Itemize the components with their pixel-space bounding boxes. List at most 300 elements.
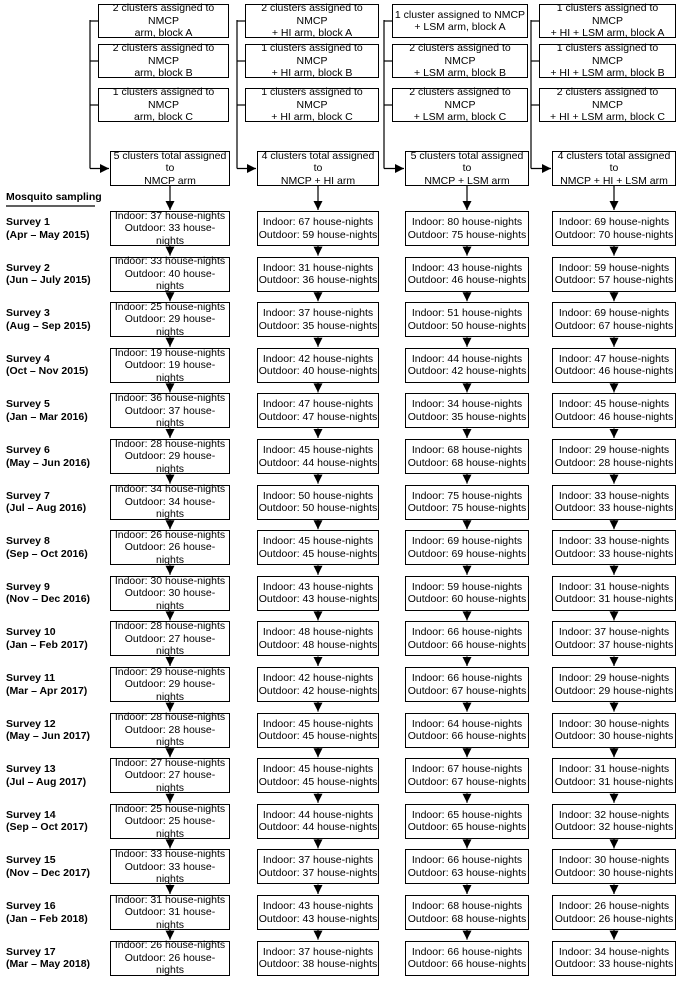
- indoor-count: Indoor: 37 house-nights: [262, 945, 374, 958]
- survey-7-arm-3-box: [405, 485, 529, 520]
- arm-2-block-b: 1 clusters assigned to NMCP + HI arm, block B: [245, 44, 379, 78]
- survey-arrowhead: [166, 338, 175, 347]
- indoor-count: Indoor: 45 house-nights: [262, 444, 374, 456]
- outdoor-count: Outdoor: 45 house-nights: [258, 730, 378, 743]
- outdoor-count: Outdoor: 67 house-nights: [407, 684, 527, 697]
- arm-4-block-b: 1 clusters assigned to NMCP + HI + LSM arm, block B: [539, 44, 676, 78]
- indoor-count: Indoor: 67 house-nights: [262, 216, 374, 228]
- survey-6-arm-4-box: [552, 439, 676, 474]
- indoor-count: Indoor: 31 house-nights: [558, 580, 670, 593]
- arm-3-total: 5 clusters total assigned to NMCP + LSM arm: [405, 151, 529, 186]
- total-to-survey-arrowhead: [166, 201, 175, 210]
- survey-15-arm-1-box: [110, 849, 230, 884]
- survey-1-arm-2-box: [257, 211, 379, 246]
- survey-13-arm-1-box: [110, 758, 230, 793]
- survey-9-label: Survey 9 (Nov – Dec 2016): [6, 580, 91, 606]
- indoor-count: Indoor: 30 house-nights: [114, 574, 226, 587]
- outdoor-count: Outdoor: 32 house-nights: [554, 821, 674, 834]
- indoor-count: Indoor: 43 house-nights: [262, 900, 374, 912]
- survey-12-arm-2-box: [257, 713, 379, 748]
- survey-arrowhead: [610, 611, 619, 620]
- survey-arrowhead: [463, 566, 472, 575]
- survey-arrowhead: [610, 383, 619, 392]
- survey-arrowhead: [610, 839, 619, 848]
- survey-arrowhead: [463, 429, 472, 438]
- outdoor-count: Outdoor: 33 house-nights: [124, 860, 216, 886]
- outdoor-count: Outdoor: 50 house-nights: [407, 319, 527, 332]
- survey-arrowhead: [610, 475, 619, 484]
- survey-13-arm-4-box: [552, 758, 676, 793]
- survey-17-arm-2-box: [257, 941, 379, 976]
- arm-3-block-a: 1 cluster assigned to NMCP + LSM arm, block A: [392, 4, 528, 38]
- outdoor-count: Outdoor: 26 house-nights: [124, 951, 216, 977]
- survey-arrowhead: [610, 247, 619, 256]
- survey-10-arm-2-box: [257, 621, 379, 656]
- survey-17-arm-3-box: [405, 941, 529, 976]
- survey-10-arm-4-box: [552, 621, 676, 656]
- indoor-count: Indoor: 59 house-nights: [411, 580, 523, 593]
- survey-15-arm-2-box: [257, 849, 379, 884]
- survey-3-arm-3-box: [405, 302, 529, 337]
- survey-2-arm-2-box: [257, 257, 379, 292]
- indoor-count: Indoor: 19 house-nights: [114, 346, 226, 359]
- survey-2-arm-1-box: [110, 257, 230, 292]
- outdoor-count: Outdoor: 40 house-nights: [258, 365, 378, 378]
- indoor-count: Indoor: 65 house-nights: [411, 808, 523, 821]
- survey-8-arm-2-box: [257, 530, 379, 565]
- arm-1-block-c: 1 clusters assigned to NMCP arm, block C: [98, 88, 229, 122]
- outdoor-count: Outdoor: 66 house-nights: [407, 958, 527, 971]
- survey-11-arm-2-box: [257, 667, 379, 702]
- indoor-count: Indoor: 47 house-nights: [558, 352, 670, 365]
- indoor-count: Indoor: 45 house-nights: [558, 398, 670, 411]
- indoor-count: Indoor: 69 house-nights: [411, 535, 523, 548]
- outdoor-count: Outdoor: 31 house-nights: [554, 775, 674, 788]
- survey-arrowhead: [314, 475, 323, 484]
- survey-arrowhead: [463, 475, 472, 484]
- survey-10-label: Survey 10 (Jan – Feb 2017): [6, 626, 88, 651]
- survey-12-arm-3-box: [405, 713, 529, 748]
- survey-arrowhead: [314, 383, 323, 392]
- indoor-count: Indoor: 36 house-nights: [114, 392, 226, 405]
- outdoor-count: Outdoor: 26 house-nights: [554, 912, 674, 925]
- survey-arrowhead: [166, 703, 175, 712]
- survey-arrowhead: [314, 703, 323, 712]
- survey-7-arm-2-box: [257, 485, 379, 520]
- survey-3-arm-4-box: [552, 302, 676, 337]
- bracket-arrowhead: [395, 164, 404, 173]
- survey-12-arm-1-box: [110, 713, 230, 748]
- survey-9-arm-2-box: [257, 576, 379, 611]
- survey-5-label: Survey 5 (Jan – Mar 2016): [6, 398, 88, 423]
- survey-arrowhead: [610, 429, 619, 438]
- indoor-count: Indoor: 45 house-nights: [262, 535, 374, 548]
- indoor-count: Indoor: 64 house-nights: [411, 717, 523, 730]
- survey-14-arm-1-box: [110, 804, 230, 839]
- outdoor-count: Outdoor: 66 house-nights: [407, 730, 527, 743]
- survey-arrowhead: [610, 703, 619, 712]
- survey-16-label: Survey 16 (Jan – Feb 2018): [6, 900, 88, 925]
- survey-arrowhead: [463, 247, 472, 256]
- outdoor-count: Outdoor: 33 house-nights: [554, 502, 674, 515]
- indoor-count: Indoor: 26 house-nights: [558, 900, 670, 912]
- indoor-count: Indoor: 68 house-nights: [411, 444, 523, 456]
- outdoor-count: Outdoor: 30 house-nights: [124, 587, 216, 612]
- survey-arrowhead: [314, 338, 323, 347]
- outdoor-count: Outdoor: 25 house-nights: [124, 815, 216, 840]
- indoor-count: Indoor: 37 house-nights: [558, 626, 670, 639]
- arm-1-block-b: 2 clusters assigned to NMCP arm, block B: [98, 44, 229, 78]
- indoor-count: Indoor: 43 house-nights: [262, 580, 374, 593]
- indoor-count: Indoor: 32 house-nights: [558, 808, 670, 821]
- survey-8-label: Survey 8 (Sep – Oct 2016): [6, 535, 88, 560]
- outdoor-count: Outdoor: 29 house-nights: [124, 313, 216, 338]
- survey-15-arm-3-box: [405, 849, 529, 884]
- indoor-count: Indoor: 26 house-nights: [114, 939, 226, 952]
- outdoor-count: Outdoor: 44 house-nights: [258, 456, 378, 469]
- survey-3-label: Survey 3 (Aug – Sep 2015): [6, 307, 91, 332]
- total-to-survey-arrowhead: [610, 201, 619, 210]
- indoor-count: Indoor: 25 house-nights: [114, 300, 226, 313]
- indoor-count: Indoor: 28 house-nights: [114, 620, 226, 633]
- survey-17-label: Survey 17 (Mar – May 2018): [6, 945, 91, 971]
- outdoor-count: Outdoor: 46 house-nights: [407, 274, 527, 287]
- survey-arrowhead: [463, 885, 472, 894]
- outdoor-count: Outdoor: 63 house-nights: [407, 866, 527, 879]
- survey-arrowhead: [463, 292, 472, 301]
- outdoor-count: Outdoor: 46 house-nights: [554, 365, 674, 378]
- survey-arrowhead: [610, 748, 619, 757]
- indoor-count: Indoor: 45 house-nights: [262, 763, 374, 776]
- survey-arrowhead: [166, 748, 175, 757]
- arm-1-block-a: 2 clusters assigned to NMCP arm, block A: [98, 4, 229, 38]
- survey-4-arm-4-box: [552, 348, 676, 383]
- outdoor-count: Outdoor: 45 house-nights: [258, 775, 378, 788]
- survey-16-arm-2-box: [257, 895, 379, 930]
- survey-8-arm-1-box: [110, 530, 230, 565]
- outdoor-count: Outdoor: 37 house-nights: [554, 638, 674, 651]
- survey-4-label: Survey 4 (Oct – Nov 2015): [6, 352, 89, 378]
- survey-7-arm-4-box: [552, 485, 676, 520]
- survey-arrowhead: [314, 611, 323, 620]
- survey-arrowhead: [166, 566, 175, 575]
- indoor-count: Indoor: 25 house-nights: [114, 802, 226, 815]
- survey-arrowhead: [166, 931, 175, 940]
- outdoor-count: Outdoor: 68 house-nights: [407, 912, 527, 925]
- arm-2-block-a: 2 clusters assigned to NMCP + HI arm, block A: [245, 4, 379, 38]
- outdoor-count: Outdoor: 46 house-nights: [554, 410, 674, 423]
- survey-3-arm-1-box: [110, 302, 230, 337]
- indoor-count: Indoor: 69 house-nights: [558, 307, 670, 320]
- indoor-count: Indoor: 59 house-nights: [558, 261, 670, 274]
- outdoor-count: Outdoor: 27 house-nights: [124, 769, 216, 794]
- survey-2-label: Survey 2 (Jun – July 2015): [6, 261, 91, 287]
- survey-10-arm-3-box: [405, 621, 529, 656]
- survey-11-arm-4-box: [552, 667, 676, 702]
- survey-5-arm-2-box: [257, 393, 379, 428]
- survey-12-arm-4-box: [552, 713, 676, 748]
- outdoor-count: Outdoor: 35 house-nights: [407, 410, 527, 423]
- indoor-count: Indoor: 34 house-nights: [411, 398, 523, 411]
- survey-arrowhead: [463, 748, 472, 757]
- outdoor-count: Outdoor: 70 house-nights: [554, 228, 674, 241]
- survey-11-arm-1-box: [110, 667, 230, 702]
- indoor-count: Indoor: 75 house-nights: [411, 489, 523, 502]
- survey-9-arm-4-box: [552, 576, 676, 611]
- survey-13-label: Survey 13 (Jul – Aug 2017): [6, 763, 87, 788]
- survey-arrowhead: [166, 520, 175, 529]
- indoor-count: Indoor: 37 house-nights: [262, 854, 374, 867]
- survey-arrowhead: [463, 520, 472, 529]
- arm-4-block-a: 1 clusters assigned to NMCP + HI + LSM arm, block A: [539, 4, 676, 38]
- indoor-count: Indoor: 31 house-nights: [558, 763, 670, 776]
- indoor-count: Indoor: 26 house-nights: [114, 528, 226, 541]
- survey-14-arm-3-box: [405, 804, 529, 839]
- survey-arrowhead: [166, 247, 175, 256]
- survey-8-arm-4-box: [552, 530, 676, 565]
- survey-16-arm-4-box: [552, 895, 676, 930]
- indoor-count: Indoor: 33 house-nights: [558, 535, 670, 548]
- survey-arrowhead: [463, 794, 472, 803]
- survey-arrowhead: [610, 292, 619, 301]
- survey-arrowhead: [463, 611, 472, 620]
- survey-13-arm-2-box: [257, 758, 379, 793]
- survey-6-arm-3-box: [405, 439, 529, 474]
- survey-5-arm-4-box: [552, 393, 676, 428]
- arm-1-total: 5 clusters total assigned to NMCP arm: [110, 151, 230, 186]
- survey-6-label: Survey 6 (May – Jun 2016): [6, 444, 91, 469]
- outdoor-count: Outdoor: 75 house-nights: [407, 502, 527, 515]
- survey-6-arm-1-box: [110, 439, 230, 474]
- indoor-count: Indoor: 29 house-nights: [114, 665, 226, 678]
- survey-arrowhead: [610, 885, 619, 894]
- survey-13-arm-3-box: [405, 758, 529, 793]
- indoor-count: Indoor: 69 house-nights: [558, 216, 670, 228]
- outdoor-count: Outdoor: 31 house-nights: [554, 593, 674, 606]
- survey-7-label: Survey 7 (Jul – Aug 2016): [6, 489, 87, 515]
- indoor-count: Indoor: 42 house-nights: [262, 672, 374, 684]
- outdoor-count: Outdoor: 66 house-nights: [407, 638, 527, 651]
- arm-2-block-c: 1 clusters assigned to NMCP + HI arm, block C: [245, 88, 379, 122]
- survey-arrowhead: [314, 794, 323, 803]
- arm-3-block-c: 2 clusters assigned to NMCP + LSM arm, block C: [392, 88, 528, 122]
- outdoor-count: Outdoor: 68 house-nights: [407, 456, 527, 469]
- outdoor-count: Outdoor: 43 house-nights: [258, 593, 378, 606]
- survey-17-arm-1-box: [110, 941, 230, 976]
- survey-16-arm-1-box: [110, 895, 230, 930]
- survey-arrowhead: [314, 520, 323, 529]
- indoor-count: Indoor: 50 house-nights: [262, 489, 374, 502]
- outdoor-count: Outdoor: 60 house-nights: [407, 593, 527, 606]
- survey-arrowhead: [610, 931, 619, 940]
- survey-arrowhead: [166, 794, 175, 803]
- survey-14-arm-2-box: [257, 804, 379, 839]
- indoor-count: Indoor: 33 house-nights: [114, 848, 226, 861]
- survey-arrowhead: [314, 429, 323, 438]
- survey-4-arm-3-box: [405, 348, 529, 383]
- survey-5-arm-1-box: [110, 393, 230, 428]
- survey-arrowhead: [166, 429, 175, 438]
- indoor-count: Indoor: 66 house-nights: [411, 626, 523, 639]
- outdoor-count: Outdoor: 38 house-nights: [258, 958, 378, 971]
- outdoor-count: Outdoor: 28 house-nights: [554, 456, 674, 469]
- survey-arrowhead: [314, 885, 323, 894]
- survey-arrowhead: [610, 566, 619, 575]
- survey-10-arm-1-box: [110, 621, 230, 656]
- outdoor-count: Outdoor: 30 house-nights: [554, 866, 674, 879]
- survey-arrowhead: [314, 247, 323, 256]
- survey-arrowhead: [314, 839, 323, 848]
- mosquito-sampling-heading: Mosquito sampling: [6, 191, 102, 203]
- outdoor-count: Outdoor: 47 house-nights: [258, 410, 378, 423]
- survey-5-arm-3-box: [405, 393, 529, 428]
- indoor-count: Indoor: 30 house-nights: [558, 717, 670, 730]
- survey-arrowhead: [166, 657, 175, 666]
- outdoor-count: Outdoor: 36 house-nights: [258, 274, 378, 287]
- survey-1-arm-3-box: [405, 211, 529, 246]
- indoor-count: Indoor: 29 house-nights: [558, 444, 670, 456]
- survey-arrowhead: [463, 931, 472, 940]
- arm-3-block-b: 2 clusters assigned to NMCP + LSM arm, block B: [392, 44, 528, 78]
- survey-arrowhead: [314, 748, 323, 757]
- survey-2-arm-4-box: [552, 257, 676, 292]
- indoor-count: Indoor: 33 house-nights: [558, 489, 670, 502]
- indoor-count: Indoor: 28 house-nights: [114, 437, 226, 450]
- survey-arrowhead: [610, 338, 619, 347]
- indoor-count: Indoor: 45 house-nights: [262, 717, 374, 730]
- arm-2-total: 4 clusters total assigned to NMCP + HI arm: [257, 151, 379, 186]
- outdoor-count: Outdoor: 48 house-nights: [258, 638, 378, 651]
- survey-12-label: Survey 12 (May – Jun 2017): [6, 717, 91, 743]
- survey-7-arm-1-box: [110, 485, 230, 520]
- survey-arrowhead: [314, 566, 323, 575]
- indoor-count: Indoor: 37 house-nights: [114, 209, 226, 222]
- outdoor-count: Outdoor: 67 house-nights: [407, 775, 527, 788]
- outdoor-count: Outdoor: 42 house-nights: [407, 365, 527, 378]
- outdoor-count: Outdoor: 42 house-nights: [258, 684, 378, 697]
- outdoor-count: Outdoor: 65 house-nights: [407, 821, 527, 834]
- survey-arrowhead: [314, 931, 323, 940]
- survey-1-arm-4-box: [552, 211, 676, 246]
- outdoor-count: Outdoor: 75 house-nights: [407, 228, 527, 241]
- outdoor-count: Outdoor: 43 house-nights: [258, 912, 378, 925]
- outdoor-count: Outdoor: 19 house-nights: [124, 359, 216, 384]
- outdoor-count: Outdoor: 44 house-nights: [258, 821, 378, 834]
- outdoor-count: Outdoor: 34 house-nights: [124, 495, 216, 521]
- survey-15-arm-4-box: [552, 849, 676, 884]
- survey-9-arm-3-box: [405, 576, 529, 611]
- survey-arrowhead: [463, 703, 472, 712]
- survey-arrowhead: [610, 657, 619, 666]
- bracket-arrowhead: [542, 164, 551, 173]
- survey-arrowhead: [463, 839, 472, 848]
- outdoor-count: Outdoor: 33 house-nights: [124, 222, 216, 247]
- survey-arrowhead: [314, 657, 323, 666]
- outdoor-count: Outdoor: 50 house-nights: [258, 502, 378, 515]
- outdoor-count: Outdoor: 30 house-nights: [554, 730, 674, 743]
- survey-15-label: Survey 15 (Nov – Dec 2017): [6, 854, 91, 879]
- indoor-count: Indoor: 44 house-nights: [411, 352, 523, 365]
- outdoor-count: Outdoor: 37 house-nights: [124, 404, 216, 430]
- survey-14-label: Survey 14 (Sep – Oct 2017): [6, 808, 88, 834]
- indoor-count: Indoor: 80 house-nights: [411, 216, 523, 228]
- survey-1-label: Survey 1 (Apr – May 2015): [6, 216, 90, 241]
- survey-arrowhead: [166, 292, 175, 301]
- indoor-count: Indoor: 51 house-nights: [411, 307, 523, 320]
- indoor-count: Indoor: 66 house-nights: [411, 945, 523, 958]
- survey-6-arm-2-box: [257, 439, 379, 474]
- survey-arrowhead: [463, 383, 472, 392]
- survey-1-arm-1-box: [110, 211, 230, 246]
- survey-9-arm-1-box: [110, 576, 230, 611]
- indoor-count: Indoor: 47 house-nights: [262, 398, 374, 411]
- indoor-count: Indoor: 34 house-nights: [558, 945, 670, 958]
- indoor-count: Indoor: 66 house-nights: [411, 672, 523, 684]
- survey-arrowhead: [166, 611, 175, 620]
- outdoor-count: Outdoor: 57 house-nights: [554, 274, 674, 287]
- indoor-count: Indoor: 34 house-nights: [114, 483, 226, 496]
- survey-arrowhead: [463, 657, 472, 666]
- indoor-count: Indoor: 43 house-nights: [411, 261, 523, 274]
- survey-4-arm-2-box: [257, 348, 379, 383]
- survey-arrowhead: [166, 839, 175, 848]
- outdoor-count: Outdoor: 27 house-nights: [124, 632, 216, 658]
- outdoor-count: Outdoor: 31 house-nights: [124, 906, 216, 931]
- outdoor-count: Outdoor: 59 house-nights: [258, 228, 378, 241]
- indoor-count: Indoor: 31 house-nights: [114, 893, 226, 906]
- survey-4-arm-1-box: [110, 348, 230, 383]
- survey-3-arm-2-box: [257, 302, 379, 337]
- arm-4-total: 4 clusters total assigned to NMCP + HI + LSM arm: [552, 151, 676, 186]
- outdoor-count: Outdoor: 26 house-nights: [124, 541, 216, 566]
- outdoor-count: Outdoor: 69 house-nights: [407, 547, 527, 560]
- indoor-count: Indoor: 28 house-nights: [114, 711, 226, 724]
- outdoor-count: Outdoor: 29 house-nights: [554, 684, 674, 697]
- bracket-arrowhead: [247, 164, 256, 173]
- survey-arrowhead: [463, 338, 472, 347]
- outdoor-count: Outdoor: 45 house-nights: [258, 547, 378, 560]
- indoor-count: Indoor: 27 house-nights: [114, 756, 226, 769]
- indoor-count: Indoor: 68 house-nights: [411, 900, 523, 912]
- outdoor-count: Outdoor: 40 house-nights: [124, 267, 216, 293]
- indoor-count: Indoor: 42 house-nights: [262, 352, 374, 365]
- indoor-count: Indoor: 33 house-nights: [114, 255, 226, 268]
- outdoor-count: Outdoor: 33 house-nights: [554, 958, 674, 971]
- survey-2-arm-3-box: [405, 257, 529, 292]
- outdoor-count: Outdoor: 29 house-nights: [124, 678, 216, 703]
- indoor-count: Indoor: 29 house-nights: [558, 672, 670, 684]
- survey-arrowhead: [610, 520, 619, 529]
- outdoor-count: Outdoor: 37 house-nights: [258, 866, 378, 879]
- outdoor-count: Outdoor: 29 house-nights: [124, 450, 216, 475]
- total-to-survey-arrowhead: [463, 201, 472, 210]
- survey-11-label: Survey 11 (Mar – Apr 2017): [6, 672, 88, 697]
- outdoor-count: Outdoor: 28 house-nights: [124, 723, 216, 749]
- indoor-count: Indoor: 67 house-nights: [411, 763, 523, 776]
- survey-14-arm-4-box: [552, 804, 676, 839]
- indoor-count: Indoor: 37 house-nights: [262, 307, 374, 320]
- indoor-count: Indoor: 44 house-nights: [262, 808, 374, 821]
- indoor-count: Indoor: 31 house-nights: [262, 261, 374, 274]
- total-to-survey-arrowhead: [314, 201, 323, 210]
- survey-arrowhead: [166, 885, 175, 894]
- outdoor-count: Outdoor: 33 house-nights: [554, 547, 674, 560]
- indoor-count: Indoor: 66 house-nights: [411, 854, 523, 867]
- outdoor-count: Outdoor: 35 house-nights: [258, 319, 378, 332]
- survey-arrowhead: [314, 292, 323, 301]
- survey-16-arm-3-box: [405, 895, 529, 930]
- arm-4-block-c: 2 clusters assigned to NMCP + HI + LSM arm, block C: [539, 88, 676, 122]
